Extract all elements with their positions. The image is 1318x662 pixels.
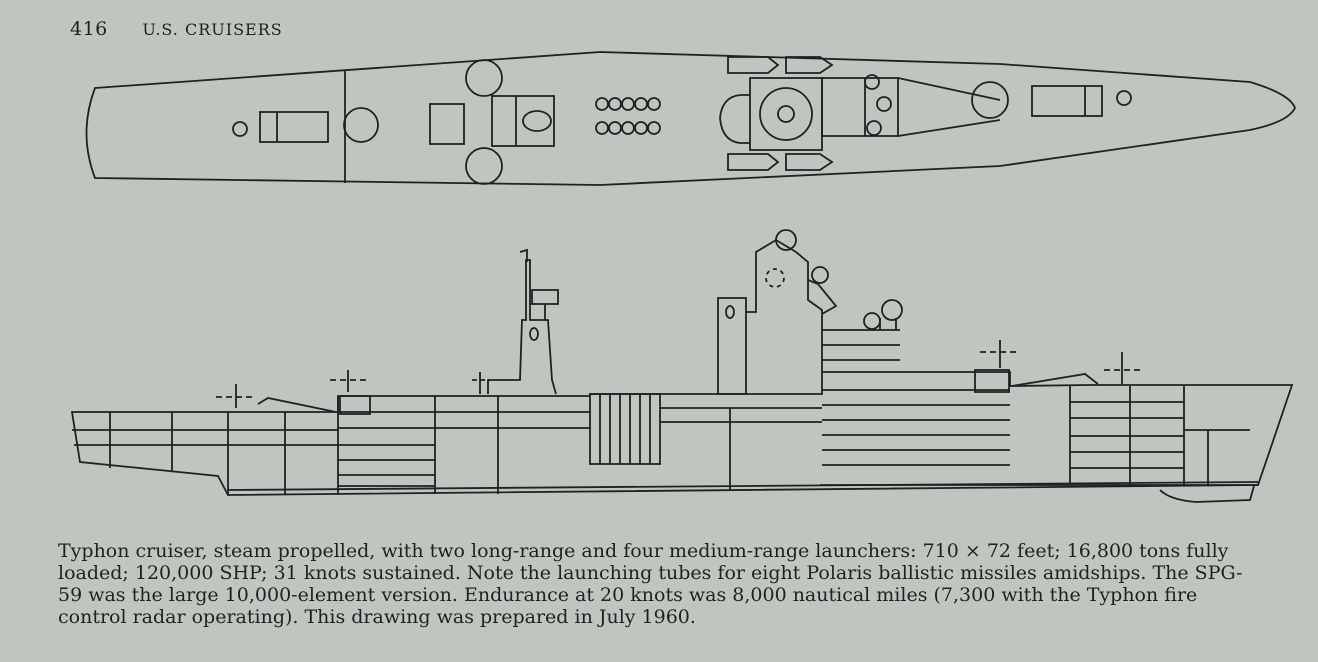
plan-boats-lower [728, 154, 832, 170]
plan-director-upper [466, 60, 502, 96]
profile-radar-tower [718, 230, 836, 394]
plan-director-lower [466, 148, 502, 184]
plan-boats-upper [728, 57, 832, 73]
profile-deck-bands-forward [338, 445, 435, 486]
profile-aft-director-house [975, 370, 1009, 392]
plan-aft-launcher-rail [1032, 86, 1102, 116]
running-title: U.S. CRUISERS [142, 20, 283, 39]
plan-aft-launcher-small [1117, 91, 1131, 105]
plan-deckhouse-box [430, 104, 464, 144]
plan-launcher-rail [260, 112, 328, 142]
plan-launcher-small [233, 122, 247, 136]
plan-director-circle [344, 108, 378, 142]
plan-radar-dome-outer [760, 88, 812, 140]
caption-line: Typhon cruiser, steam propelled, with two long-range and four medium-range launchers: 710 × 72 feet; 16,800 tons fully [58, 540, 1229, 562]
profile-hull-outline [72, 372, 1292, 495]
plan-aft-diagonal-lower [898, 120, 1000, 136]
caption-line: 59 was the large 10,000-element version. Endurance at 20 knots was 8,000 nautical miles (7,300 with the Typhon fire [58, 584, 1198, 606]
caption-line: loaded; 120,000 SHP; 31 knots sustained. Note the launching tubes for eight Polaris ballistic missiles amidships. The SPG- [58, 562, 1243, 584]
profile-polaris-tubes [590, 394, 660, 464]
profile-aft-stacks [864, 300, 902, 330]
profile-rudder [1160, 486, 1254, 502]
plan-bridge-front [720, 95, 750, 143]
plan-radar-ellipse [523, 111, 551, 131]
plan-view [87, 52, 1296, 185]
profile-forward-launcher [258, 398, 336, 412]
plan-hull-outline [87, 52, 1296, 185]
plan-aft-diagonal-upper [898, 78, 1000, 100]
plan-polaris-tubes [596, 98, 660, 134]
plan-aft-house [822, 78, 898, 136]
page-number: 416 [70, 18, 108, 40]
caption-line: control radar operating). This drawing was prepared in July 1960. [58, 606, 696, 628]
figure-caption [58, 540, 1303, 628]
profile-view [72, 230, 1292, 502]
profile-mast [472, 250, 558, 394]
plan-radar-dome-inner [778, 106, 794, 122]
plan-aft-director [972, 82, 1008, 118]
